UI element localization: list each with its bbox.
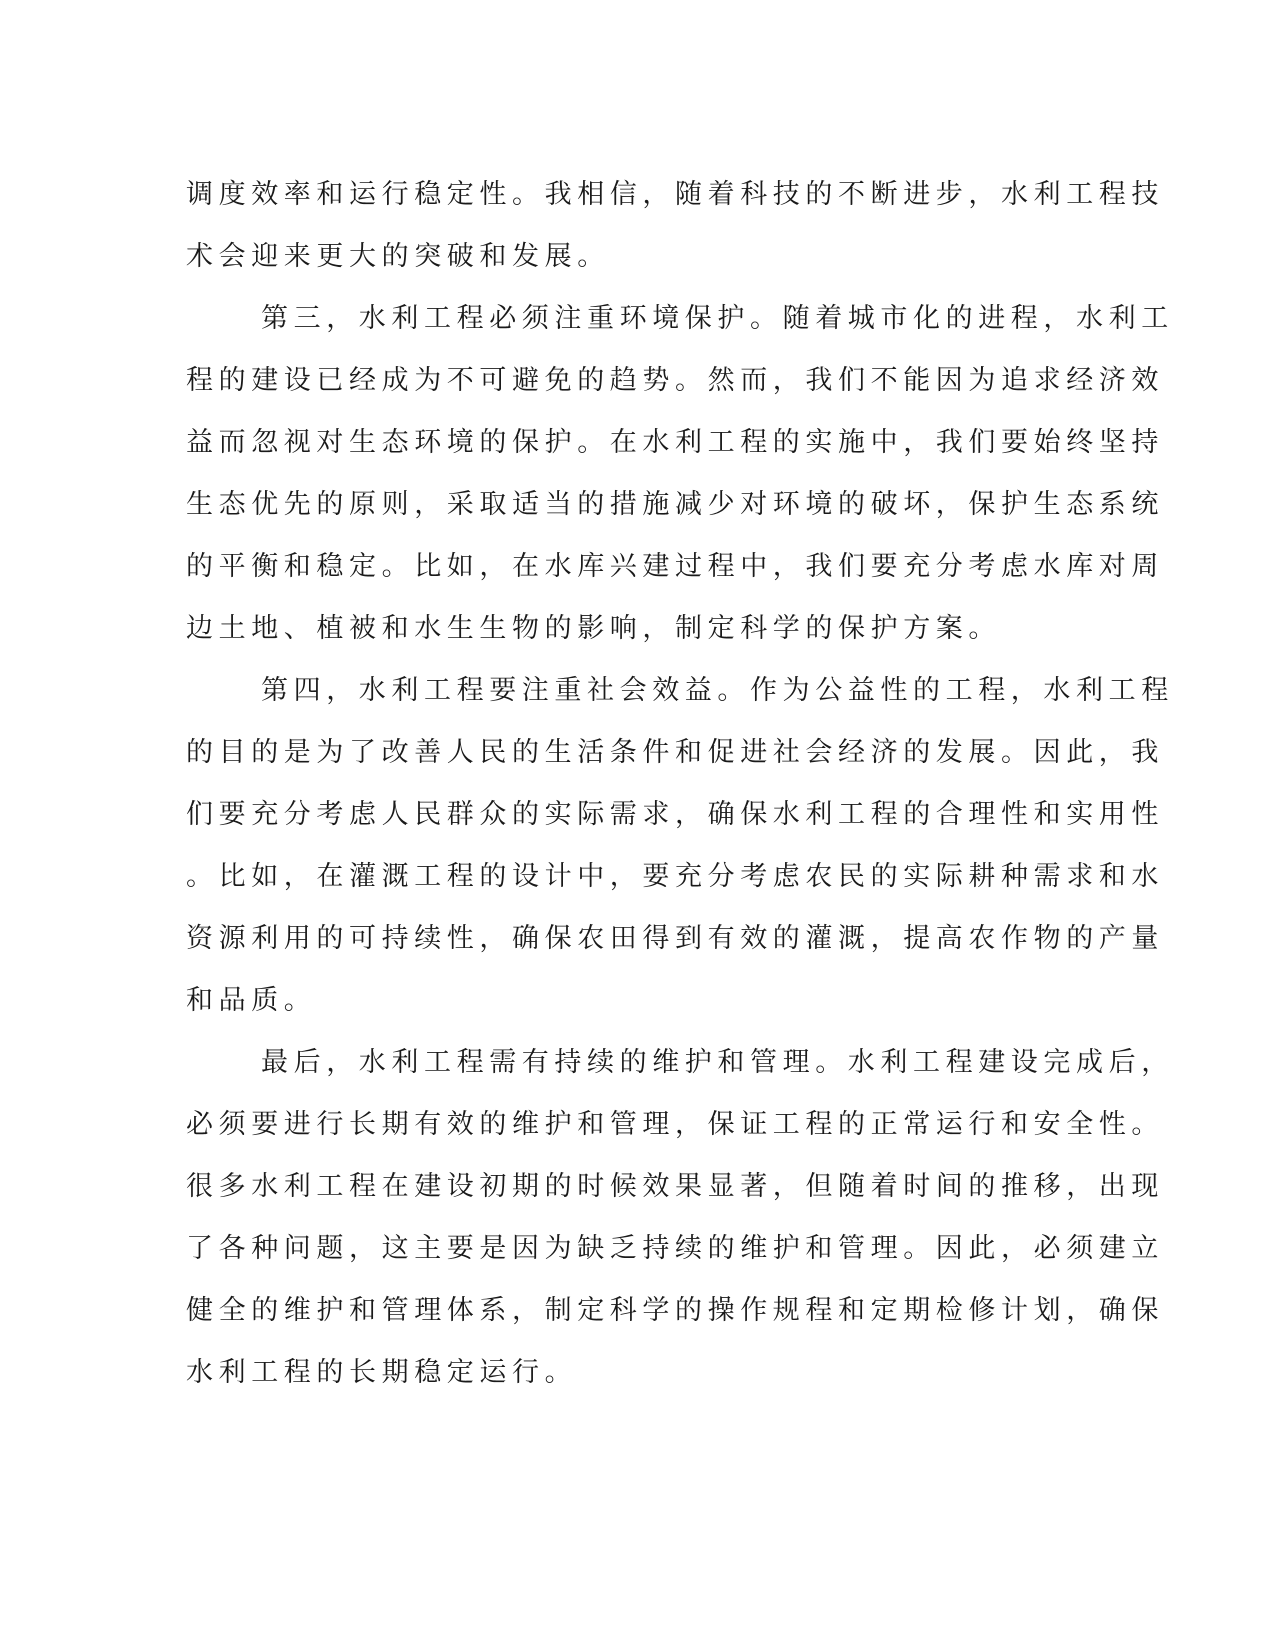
text-line: 资源利用的可持续性，确保农田得到有效的灌溉，提高农作物的产量 <box>186 923 1164 954</box>
text-line: 。比如，在灌溉工程的设计中，要充分考虑农民的实际耕种需求和水 <box>186 861 1164 892</box>
text-line: 调度效率和运行稳定性。我相信，随着科技的不断进步，水利工程技 <box>186 179 1164 210</box>
text-line: 边土地、植被和水生生物的影响，制定科学的保护方案。 <box>186 613 1001 644</box>
paragraph-continuation <box>186 164 1164 288</box>
text-line: 的平衡和稳定。比如，在水库兴建过程中，我们要充分考虑水库对周 <box>186 551 1164 582</box>
paragraph-social-benefit <box>186 660 1174 1032</box>
paragraph-environment <box>186 288 1174 660</box>
text-line: 很多水利工程在建设初期的时候效果显著，但随着时间的推移，出现 <box>186 1171 1164 1202</box>
text-line: 最后，水利工程需有持续的维护和管理。水利工程建设完成后， <box>261 1047 1174 1078</box>
text-line: 了各种问题，这主要是因为缺乏持续的维护和管理。因此，必须建立 <box>186 1233 1164 1264</box>
text-line: 益而忽视对生态环境的保护。在水利工程的实施中，我们要始终坚持 <box>186 427 1164 458</box>
text-line: 术会迎来更大的突破和发展。 <box>186 241 610 272</box>
text-line: 必须要进行长期有效的维护和管理，保证工程的正常运行和安全性。 <box>186 1109 1164 1140</box>
text-line: 水利工程的长期稳定运行。 <box>186 1357 578 1388</box>
text-line: 们要充分考虑人民群众的实际需求，确保水利工程的合理性和实用性 <box>186 799 1164 830</box>
text-line: 健全的维护和管理体系，制定科学的操作规程和定期检修计划，确保 <box>186 1295 1164 1326</box>
text-line: 生态优先的原则，采取适当的措施减少对环境的破坏，保护生态系统 <box>186 489 1164 520</box>
text-line: 的目的是为了改善人民的生活条件和促进社会经济的发展。因此，我 <box>186 737 1164 768</box>
body-text <box>186 164 1174 1404</box>
text-line: 程的建设已经成为不可避免的趋势。然而，我们不能因为追求经济效 <box>186 365 1164 396</box>
paragraph-maintenance <box>186 1032 1174 1404</box>
text-line: 和品质。 <box>186 985 317 1016</box>
text-line: 第三，水利工程必须注重环境保护。随着城市化的进程，水利工 <box>261 303 1174 334</box>
text-line: 第四，水利工程要注重社会效益。作为公益性的工程，水利工程 <box>261 675 1174 706</box>
